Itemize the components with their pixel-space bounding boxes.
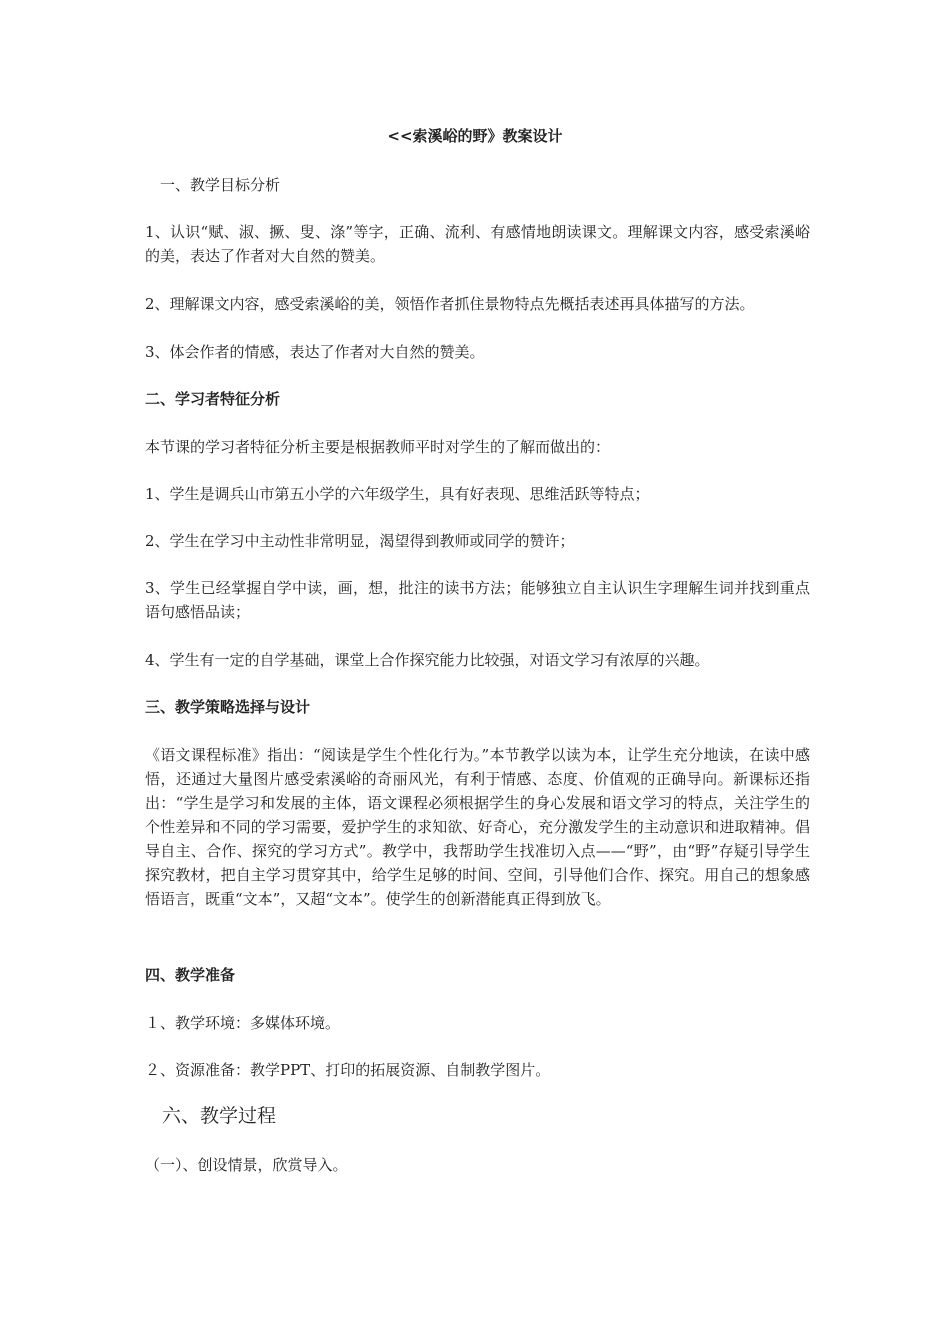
section-heading-strategy: 三、教学策略选择与设计	[145, 698, 311, 716]
section-heading-learners: 二、学习者特征分析	[145, 390, 281, 408]
section-heading-objectives: 一、教学目标分析	[160, 176, 281, 194]
strategy-paragraph: 《语文课程标准》指出：“阅读是学生个性化行为。”本节教学以读为本，让学生充分地读，在读中感悟，还通过大量图片感受索溪峪的奇丽风光，有利于情感、态度、价值观的正确导向。新课标还指出：“学生是学习和发展的主体，语文课程必须根据学生的身心发展和语文学习的特点，关注学生的个性差异和不同的学习需要，爱护学生的求知欲、好奇心，充分激发学生的主动意识和进取精神。倡导自主、合作、探究的学习方式”。教学中，我帮助学生找准切入点——“野”，由“野”存疑引导学生探究教材，把自主学习贯穿其中，给学生足够的时间、空间，引导他们合作、探究。用自己的想象感悟语言，既重“文本”，又超“文本”。使学生的创新潜能真正得到放飞。	[145, 746, 810, 908]
learner-point-4: 4、学生有一定的自学基础，课堂上合作探究能力比较强，对语文学习有浓厚的兴趣。	[145, 651, 710, 669]
learner-point-3: 3、学生已经掌握自学中读，画，想，批注的读书方法；能够独立自主认识生字理解生词并找到重点语句感悟品读；	[145, 579, 810, 621]
objective-2: 2、理解课文内容，感受索溪峪的美，领悟作者抓住景物特点先概括表述再具体描写的方法。	[145, 295, 755, 313]
learners-intro: 本节课的学习者特征分析主要是根据教师平时对学生的了解而做出的：	[145, 438, 611, 456]
learner-point-2: 2、学生在学习中主动性非常明显，渴望得到教师或同学的赞许；	[145, 532, 575, 550]
section-heading-preparation: 四、教学准备	[145, 966, 236, 984]
process-step-1: （一）、创设情景，欣赏导入。	[145, 1156, 348, 1174]
preparation-1: １、教学环境：多媒体环境。	[145, 1014, 341, 1032]
learner-point-1: 1、学生是调兵山市第五小学的六年级学生，具有好表现、思维活跃等特点；	[145, 485, 650, 503]
document-title: <<索溪峪的野》教案设计	[387, 127, 563, 145]
section-heading-process: 六、教学过程	[162, 1105, 277, 1127]
preparation-2: ２、资源准备：教学PPT、打印的拓展资源、自制教学图片。	[145, 1061, 551, 1079]
objective-3: 3、体会作者的情感，表达了作者对大自然的赞美。	[145, 343, 485, 361]
objective-1: 1、认识“赋、淑、撅、叟、涤”等字，正确、流利、有感情地朗读课文。理解课文内容，感受索溪峪的美，表达了作者对大自然的赞美。	[145, 223, 810, 265]
